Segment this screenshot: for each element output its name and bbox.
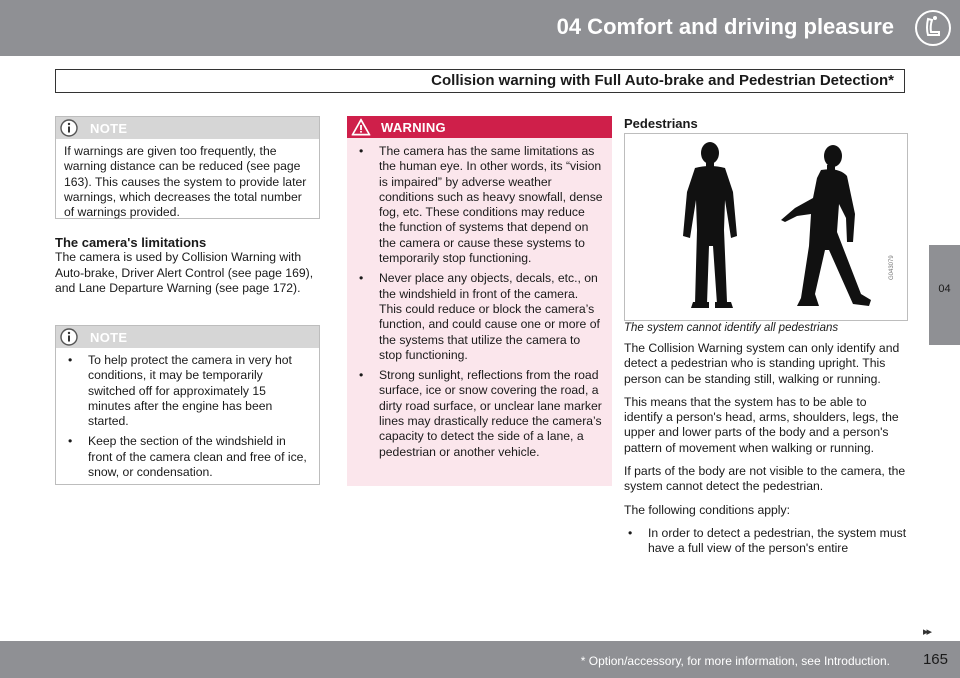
chapter-title: 04 Comfort and driving pleasure	[556, 14, 894, 39]
seat-icon	[913, 8, 953, 48]
pedestrians-text	[624, 341, 907, 562]
warning-box	[347, 116, 612, 486]
page-number: 165	[922, 651, 948, 668]
note-body-1: If warnings are given too frequently, the warning distance can be reduced (see page 163). This causes the system to provide later warnings, which decreases the total number of warnings provided.	[64, 144, 307, 220]
list-item: • In order to detect a pedestrian, the system must have a full view of the person's entire	[624, 526, 907, 557]
pedestrians-paragraph-3: If parts of the body are not visible to the camera, the system cannot detect the pedestrian.	[624, 464, 906, 494]
note-box-1	[55, 116, 320, 219]
note-box-2	[55, 325, 320, 485]
note-body-2	[56, 348, 319, 492]
continue-arrows: ▸▸	[923, 626, 931, 638]
walking-person-silhouette	[781, 145, 871, 306]
limitations-heading: The camera's limitations	[55, 235, 207, 250]
note-header-2	[56, 326, 319, 348]
note-list-2	[64, 353, 311, 480]
conditions-list	[624, 526, 907, 557]
info-icon	[60, 328, 78, 346]
warning-header	[347, 116, 612, 138]
note-label-2: NOTE	[90, 330, 128, 345]
figure-caption: The system cannot identify all pedestrians	[624, 322, 839, 334]
note-header-1	[56, 117, 319, 139]
pedestrians-heading: Pedestrians	[624, 116, 698, 131]
figure-code: G043079	[889, 255, 895, 280]
pedestrians-paragraph-2: This means that the system has to be able to identify a person's head, arms, shoulders, legs, the upper and lower parts of the body and a person's pattern of movement when walking or running.	[624, 394, 899, 455]
header-band	[0, 0, 960, 56]
side-tab-label: 04	[938, 283, 951, 295]
warning-list	[355, 144, 604, 460]
list-item: • The camera has the same limitations as the human eye. In other words, its “vision is impaired” by adverse weather conditions such as heavy snowfall, dense fog, etc. These conditions may reduce the function of systems that depend on the camera or cause these systems to temporarily stop functioning.	[355, 144, 604, 266]
pedestrian-silhouettes-illustration	[625, 134, 907, 320]
note-label-1: NOTE	[90, 121, 128, 136]
list-item: • Keep the section of the windshield in front of the camera clean and free of ice, snow, or condensation.	[64, 434, 311, 480]
pedestrian-figure	[624, 133, 908, 321]
standing-person-silhouette	[683, 142, 737, 308]
info-icon	[60, 119, 78, 137]
pedestrians-paragraph-4: The following conditions apply:	[624, 502, 790, 517]
section-bar	[55, 69, 905, 93]
list-item: • Never place any objects, decals, etc., on the windshield in front of the camera. This could reduce or block the camera’s function, and could cause one or more of the systems that utilize the camera to stop functioning.	[355, 271, 604, 363]
footer-note: * Option/accessory, for more information, see Introduction.	[580, 654, 890, 668]
footer-band	[0, 641, 960, 678]
list-item: • Strong sunlight, reflections from the road surface, ice or snow covering the road, a dirty road surface, or unclear lane marker lines may drastically reduce the camera’s capacity to detect the side of a lane, a pedestrian or another vehicle.	[355, 368, 604, 460]
list-item: • To help protect the camera in very hot conditions, it may be temporarily switched off for approximately 15 minutes after the engine has been started.	[64, 353, 311, 429]
warning-body	[347, 138, 612, 471]
limitations-text: The camera is used by Collision Warning with Auto-brake, Driver Alert Control (see page 169), and Lane Departure Warning (see page 172).	[55, 250, 314, 295]
warning-triangle-icon	[351, 118, 371, 136]
pedestrians-paragraph-1: The Collision Warning system can only identify and detect a pedestrian who is standing upright. This person can be standing still, walking or running.	[624, 341, 900, 386]
limitations-section	[55, 235, 320, 296]
chapter-side-tab	[929, 245, 960, 345]
chapter-icon-box	[906, 0, 960, 56]
section-title: Collision warning with Full Auto-brake and Pedestrian Detection*	[431, 72, 894, 89]
warning-label: WARNING	[381, 120, 446, 135]
